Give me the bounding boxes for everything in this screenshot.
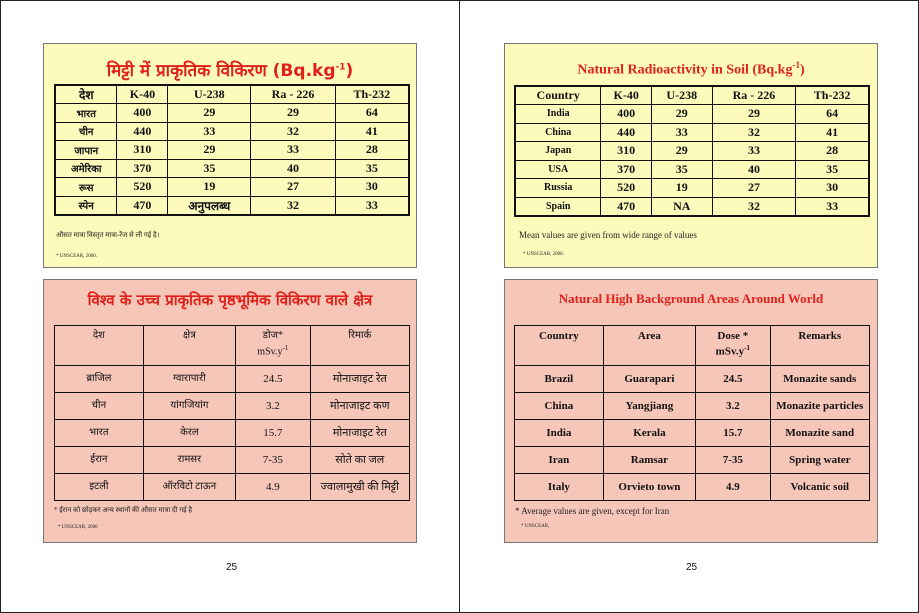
high-background-table [54,325,410,501]
table-cell: ईरान [55,447,144,474]
table-row [55,393,410,420]
citation: * UNSCEAR, [521,524,550,529]
table-cell: 24.5 [236,366,311,393]
page-number: 25 [226,562,238,573]
table-cell: 400 [117,104,168,123]
table-row [55,178,409,197]
table-cell: भारत [55,104,117,123]
table-cell: रूस [55,178,117,197]
table-cell: भारत [55,420,144,447]
table-cell: 28 [796,142,869,161]
citation: * UNSCEAR, 2000 [58,525,98,530]
table-cell: 310 [601,142,651,161]
table-cell: मोनाजाइट रेत [310,366,409,393]
column-header: K-40 [601,86,651,105]
soil-radioactivity-table [514,85,870,217]
table-cell: 27 [712,179,796,198]
panel-title: Natural High Background Areas Around World [558,291,824,306]
table-cell: 32 [712,197,796,216]
high-background-table [514,325,870,501]
table-row [515,393,870,420]
table-cell: 28 [335,141,409,160]
table-cell: Iran [515,447,604,474]
column-header: Remarks [770,326,869,366]
table-cell: Monazite sands [770,366,869,393]
table-cell: Brazil [515,366,604,393]
table-cell: 470 [117,196,168,215]
table-cell: 64 [335,104,409,123]
column-header: U-238 [168,85,251,104]
column-header: Th-232 [796,86,869,105]
table-cell: India [515,105,601,124]
table-cell: China [515,123,601,142]
table-cell: ऑरविटो टाऊन [143,474,235,501]
column-header: Th-232 [335,85,409,104]
table-cell: 30 [335,178,409,197]
table-cell: 24.5 [696,366,771,393]
column-header: Area [603,326,695,366]
table-cell: Orvieto town [603,474,695,501]
table-cell: 370 [117,159,168,178]
table-cell: 41 [335,122,409,141]
table-row [515,105,869,124]
table-cell: 29 [168,104,251,123]
table-cell: 40 [712,160,796,179]
table-cell: 35 [796,160,869,179]
table-cell: 32 [251,196,335,215]
table-cell: स्पेन [55,196,117,215]
table-row [55,104,409,123]
table-cell: Ramsar [603,447,695,474]
citation: * UNSCEAR, 2000. [523,252,564,257]
table-cell: 29 [168,141,251,160]
table-row [515,142,869,161]
table-header-row [55,85,409,104]
table-cell: 35 [335,159,409,178]
table-cell: 19 [651,179,712,198]
table-cell: मोनाजाइट रेत [310,420,409,447]
table-row [515,420,870,447]
table-note: * Average values are given, except for Iran [515,506,670,516]
table-cell: Japan [515,142,601,161]
citation: * UNSCEAR, 2000. [56,254,97,259]
table-cell: 15.7 [236,420,311,447]
table-cell: 32 [251,122,335,141]
table-cell: 33 [335,196,409,215]
table-cell: Spain [515,197,601,216]
table-cell: China [515,393,604,420]
table-cell: चीन [55,393,144,420]
table-cell: ब्राजिल [55,366,144,393]
table-cell: 3.2 [236,393,311,420]
table-cell: 520 [601,179,651,198]
table-cell: India [515,420,604,447]
table-cell: Yangjiang [603,393,695,420]
table-cell: 29 [651,142,712,161]
panel-title: विश्व के उच्च प्राकृतिक पृष्ठभूमिक विकिरण वाले क्षेत्र [87,291,373,309]
table-row [515,447,870,474]
table-cell: 27 [251,178,335,197]
table-row [55,196,409,215]
page-number: 25 [686,562,698,573]
table-note: औसत मात्रा विस्तृत मात्रा-रेंज से ली गई है। [56,231,160,239]
table-cell: Spring water [770,447,869,474]
table-cell: 15.7 [696,420,771,447]
column-header: क्षेत्र [143,326,235,366]
table-cell: केरल [143,420,235,447]
table-cell: 33 [651,123,712,142]
column-header: U-238 [651,86,712,105]
right-page [459,0,919,613]
table-cell: 19 [168,178,251,197]
soil-radioactivity-panel [504,43,878,268]
table-cell: Monazite particles [770,393,869,420]
high-background-panel-hindi [43,279,417,543]
table-row [515,197,869,216]
table-cell: 64 [796,105,869,124]
column-header: डोज* $mSv.y^{-1}$ [236,326,311,366]
table-cell: मोनाजाइट कण [310,393,409,420]
soil-radioactivity-panel-hindi [43,43,417,268]
table-note: Mean values are given from wide range of values [519,230,697,240]
table-cell: अनुपलब्ध [168,196,251,215]
column-header: Country [515,86,601,105]
high-background-panel [504,279,878,543]
table-cell: 370 [601,160,651,179]
table-row [55,122,409,141]
table-cell: ज्वालामुखी की मिट्टी [310,474,409,501]
table-cell: जापान [55,141,117,160]
table-cell: ग्वारापारी [143,366,235,393]
table-row [515,160,869,179]
table-cell: 29 [712,105,796,124]
panel-title: Natural Radioactivity in Soil $(Bq.kg^{-1})$ [577,60,805,78]
table-cell: यांगजियांग [143,393,235,420]
table-cell: 33 [712,142,796,161]
table-cell: Italy [515,474,604,501]
table-cell: 310 [117,141,168,160]
table-row [55,474,410,501]
column-header: Country [515,326,604,366]
column-header: देश [55,326,144,366]
table-note: * ईरान को छोड़कर अन्य स्थानों की औसत मात्रा दी गई है [54,506,193,514]
table-cell: 30 [796,179,869,198]
table-cell: Monazite sand [770,420,869,447]
table-cell: 520 [117,178,168,197]
table-cell: USA [515,160,601,179]
table-cell: NA [651,197,712,216]
table-cell: Kerala [603,420,695,447]
table-cell: चीन [55,122,117,141]
column-header: Dose * $mSv.y^{-1}$ [696,326,771,366]
table-cell: Russia [515,179,601,198]
table-row [515,123,869,142]
table-header-row [515,326,870,366]
table-cell: 470 [601,197,651,216]
table-cell: सोते का जल [310,447,409,474]
table-cell: 29 [651,105,712,124]
table-cell: 4.9 [236,474,311,501]
table-cell: 440 [601,123,651,142]
table-cell: इटली [55,474,144,501]
table-cell: 33 [168,122,251,141]
table-row [55,141,409,160]
table-cell: 41 [796,123,869,142]
table-cell: 40 [251,159,335,178]
table-header-row [515,86,869,105]
column-header: K-40 [117,85,168,104]
table-cell: 400 [601,105,651,124]
table-cell: रामसर [143,447,235,474]
table-cell: 33 [796,197,869,216]
column-header: देश [55,85,117,104]
table-cell: 29 [251,104,335,123]
column-header: Ra - 226 [712,86,796,105]
table-cell: Volcanic soil [770,474,869,501]
table-cell: 35 [651,160,712,179]
table-cell: अमेरिका [55,159,117,178]
table-row [55,159,409,178]
table-row [55,420,410,447]
table-row [55,366,410,393]
table-cell: 32 [712,123,796,142]
panel-title: मिट्टी में प्राकृतिक विकिरण $(Bq.kg^{-1})$ [106,61,354,81]
table-cell: 33 [251,141,335,160]
table-row [55,447,410,474]
table-cell: 3.2 [696,393,771,420]
table-cell: 440 [117,122,168,141]
soil-radioactivity-table [54,84,410,216]
column-header: Ra - 226 [251,85,335,104]
table-cell: 7-35 [696,447,771,474]
table-cell: 7-35 [236,447,311,474]
column-header: रिमार्क [310,326,409,366]
table-cell: 4.9 [696,474,771,501]
table-row [515,366,870,393]
table-row [515,474,870,501]
table-row [515,179,869,198]
table-cell: 35 [168,159,251,178]
table-cell: Guarapari [603,366,695,393]
table-header-row [55,326,410,366]
